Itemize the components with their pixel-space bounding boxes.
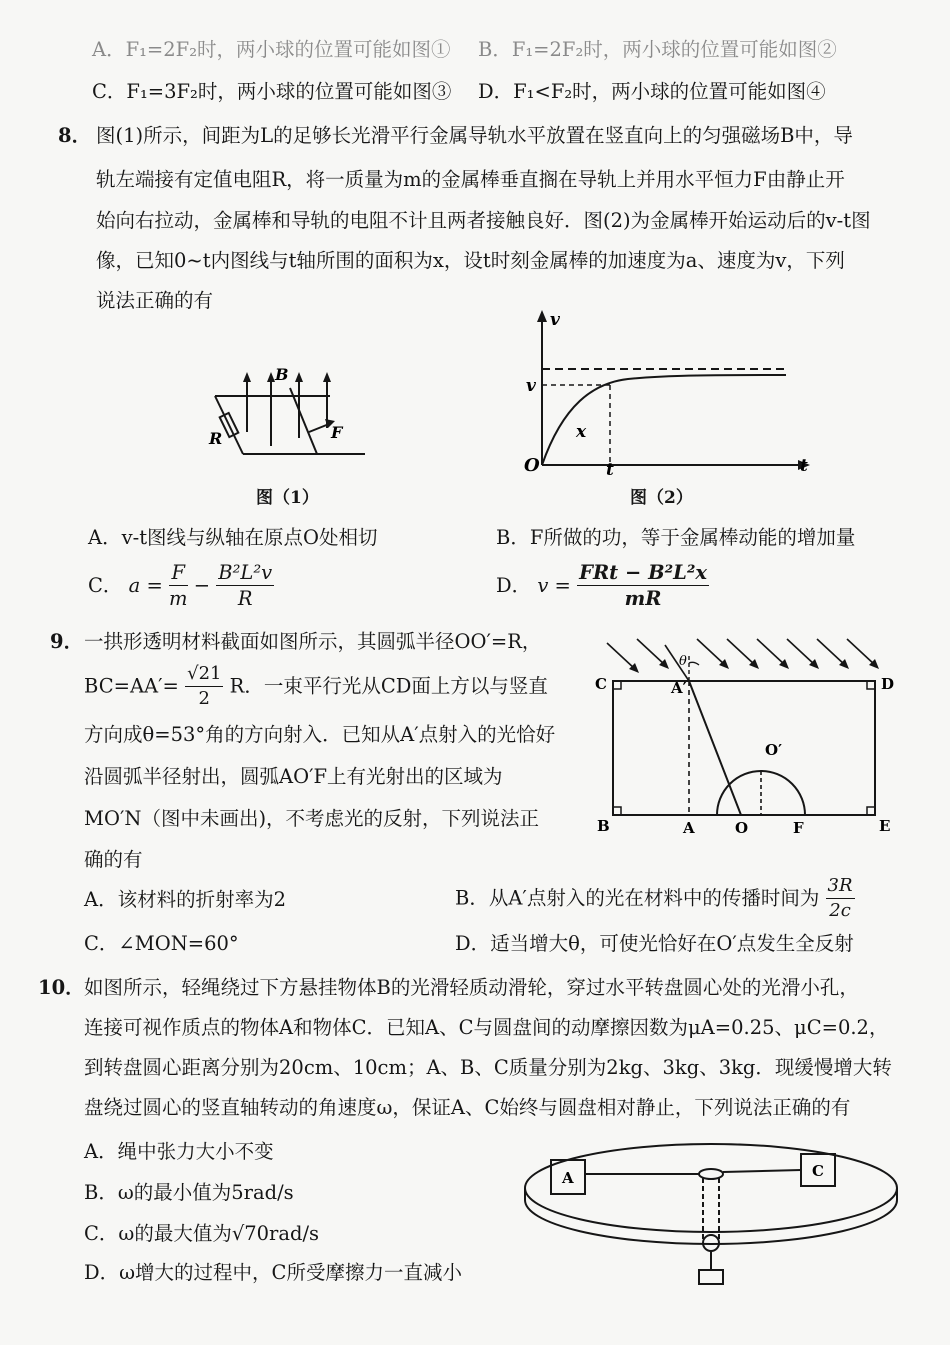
q9-line-2-post: R．一束平行光从CD面上方以与竖直 bbox=[229, 674, 548, 698]
q9-fig-ray-7 bbox=[787, 639, 815, 665]
q8-figure-1 bbox=[195, 358, 375, 468]
q8-option-a: A．v-t图线与纵轴在原点O处相切 bbox=[88, 526, 378, 549]
q9-fig-label-f: F bbox=[793, 819, 804, 837]
q10-fig-block-b bbox=[699, 1270, 723, 1284]
q9-fig-ray-9 bbox=[847, 639, 875, 665]
q9-fig-refracted-ray bbox=[689, 681, 741, 815]
q9-line-2 bbox=[84, 664, 548, 709]
q8-option-c-num-2: B²L²v bbox=[216, 562, 274, 586]
q9-fig-rectangle bbox=[613, 681, 875, 815]
q9-option-d: D．适当增大θ，可使光恰好在O′点发生全反射 bbox=[455, 932, 854, 955]
q9-option-b bbox=[455, 876, 855, 921]
q9-fig-corner-e bbox=[867, 807, 875, 815]
q8-fig1-arrowhead-3 bbox=[295, 372, 303, 382]
q8-fig1-arrowhead-4 bbox=[323, 372, 331, 382]
q8-line-3: 始向右拉动，金属棒和导轨的电阻不计且两者接触良好．图(2)为金属棒开始运动后的v-t图 bbox=[96, 209, 871, 232]
q8-option-c-prefix: C． bbox=[88, 574, 123, 598]
q8-number: 8． bbox=[58, 124, 92, 147]
prev-option-a: A．F₁=2F₂时，两小球的位置可能如图① bbox=[92, 38, 451, 61]
q10-option-a: A．绳中张力大小不变 bbox=[84, 1140, 274, 1163]
q9-line-6: 确的有 bbox=[84, 848, 143, 871]
q8-option-c-num-1: F bbox=[169, 562, 188, 586]
q8-fig2-label-x: x bbox=[576, 422, 587, 442]
q9-fig-corner-b bbox=[613, 807, 621, 815]
q8-option-d-den: mR bbox=[624, 587, 662, 611]
q9-option-b-den: 2c bbox=[829, 899, 851, 921]
q9-fig-ray-1 bbox=[607, 643, 635, 669]
q9-fig-ray-8 bbox=[817, 639, 845, 665]
q10-line-3: 到转盘圆心距离分别为20cm、10cm；A、B、C质量分别为2kg、3kg、3kg．现缓慢增大转 bbox=[84, 1056, 892, 1079]
q10-line-4: 盘绕过圆心的竖直轴转动的角速度ω，保证A、C始终与圆盘相对静止，下列说法正确的有 bbox=[84, 1096, 851, 1119]
q9-option-a: A．该材料的折射率为2 bbox=[84, 888, 286, 911]
q9-line-2-num: √21 bbox=[185, 664, 223, 687]
q9-fig-corner-d bbox=[867, 681, 875, 689]
q9-option-b-frac bbox=[826, 876, 855, 921]
q8-line-4: 像，已知0~t内图线与t轴所围的面积为x，设t时刻金属棒的加速度为a、速度为v，下列 bbox=[96, 249, 845, 272]
q10-number: 10． bbox=[38, 976, 85, 999]
q9-figure bbox=[585, 625, 910, 840]
q9-fig-corner-c bbox=[613, 681, 621, 689]
q8-figure-2-caption: 图（2） bbox=[630, 488, 693, 508]
q8-fig1-label-f: F bbox=[331, 423, 343, 442]
q8-option-c-lhs: a = bbox=[128, 574, 163, 598]
prev-option-d: D．F₁<F₂时，两小球的位置可能如图④ bbox=[478, 80, 826, 103]
q8-option-d-prefix: D． bbox=[496, 574, 532, 598]
q8-line-2: 轨左端接有定值电阻R，将一质量为m的金属棒垂直搁在导轨上并用水平恒力F由静止开 bbox=[96, 168, 845, 191]
q8-line-5: 说法正确的有 bbox=[96, 289, 214, 312]
q9-number: 9． bbox=[50, 630, 84, 653]
q8-option-b: B．F所做的功，等于金属棒动能的增加量 bbox=[496, 526, 856, 549]
q9-fig-ray-5 bbox=[727, 639, 755, 665]
q9-fig-label-theta: θ bbox=[679, 654, 687, 669]
q10-fig-label-a: A bbox=[562, 1169, 574, 1187]
q9-fig-label-a-prime: A′ bbox=[671, 679, 687, 697]
q10-line-1: 如图所示，轻绳绕过下方悬挂物体B的光滑轻质动滑轮，穿过水平转盘圆心处的光滑小孔， bbox=[84, 976, 859, 999]
q8-option-c-frac-2 bbox=[216, 562, 274, 610]
q8-fig1-metal-rod bbox=[290, 388, 317, 454]
q8-option-c bbox=[88, 562, 274, 610]
q9-option-b-text: B．从A′点射入的光在材料中的传播时间为 bbox=[455, 886, 820, 910]
q10-option-d: D．ω增大的过程中，C所受摩擦力一直减小 bbox=[84, 1261, 462, 1284]
q10-fig-hole bbox=[699, 1169, 723, 1179]
q8-fig2-label-t-axis: t bbox=[800, 456, 808, 476]
q9-line-1: 一拱形透明材料截面如图所示，其圆弧半径OO′=R， bbox=[84, 630, 542, 653]
q9-fig-theta-arc bbox=[689, 662, 699, 665]
q9-line-3: 方向成θ=53°角的方向射入．已知从A′点射入的光恰好 bbox=[84, 723, 556, 746]
q9-fig-label-c: C bbox=[595, 675, 607, 693]
q9-line-2-den: 2 bbox=[198, 687, 210, 709]
q8-fig1-arrowhead-1 bbox=[243, 372, 251, 382]
q8-option-d-num: FRt − B²L²x bbox=[577, 562, 709, 586]
q10-option-b: B．ω的最小值为5rad/s bbox=[84, 1181, 294, 1204]
q10-figure bbox=[515, 1140, 910, 1285]
q8-figure-1-caption: 图（1） bbox=[256, 488, 319, 508]
q8-fig2-curve bbox=[542, 375, 786, 465]
q8-figure-2 bbox=[518, 305, 818, 480]
q9-fig-label-d: D bbox=[881, 675, 895, 693]
q9-fig-label-b: B bbox=[597, 817, 610, 835]
q9-fig-label-e: E bbox=[879, 817, 891, 835]
q8-option-c-frac-1 bbox=[169, 562, 188, 610]
q8-fig2-label-v: v bbox=[526, 376, 536, 396]
q9-fig-ray-4 bbox=[697, 639, 725, 665]
q8-option-d-lhs: v = bbox=[537, 574, 571, 598]
q9-option-b-num: 3R bbox=[826, 876, 855, 899]
q8-option-c-den-2: R bbox=[237, 587, 253, 611]
q8-option-d-frac bbox=[577, 562, 709, 610]
q9-fig-label-o-prime: O′ bbox=[765, 741, 783, 759]
q9-option-c: C．∠MON=60° bbox=[84, 932, 239, 955]
q9-line-2-pre: BC=AA′= bbox=[84, 674, 179, 698]
q9-fig-ray-2 bbox=[637, 639, 665, 665]
q9-fig-label-o: O bbox=[735, 819, 749, 837]
q8-fig2-label-v-axis: v bbox=[550, 310, 560, 330]
prev-option-c: C．F₁=3F₂时，两小球的位置可能如图③ bbox=[92, 80, 452, 103]
q10-fig-disc-top bbox=[525, 1144, 897, 1232]
q8-fig1-label-r: R bbox=[209, 429, 223, 448]
q8-fig2-label-t: t bbox=[606, 460, 614, 480]
q8-option-d bbox=[496, 562, 709, 610]
q8-fig2-v-arrowhead bbox=[537, 310, 547, 322]
q8-option-c-den-1: m bbox=[169, 587, 188, 611]
q9-line-5: MO′N（图中未画出)，不考虑光的反射，下列说法正 bbox=[84, 807, 540, 830]
q10-fig-rope-c bbox=[723, 1170, 801, 1172]
q9-line-2-frac bbox=[185, 664, 223, 709]
q9-fig-label-a: A bbox=[683, 819, 695, 837]
q10-fig-label-c: C bbox=[812, 1162, 824, 1180]
prev-option-b: B．F₁=2F₂时，两小球的位置可能如图② bbox=[478, 38, 837, 61]
q9-line-4: 沿圆弧半径射出，圆弧AO′F上有光射出的区域为 bbox=[84, 765, 503, 788]
q8-fig2-label-o: O bbox=[524, 455, 540, 476]
q10-line-2: 连接可视作质点的物体A和物体C．已知A、C与圆盘间的动摩擦因数为μA=0.25、μC=0.2， bbox=[84, 1016, 889, 1039]
q8-fig1-arrowhead-2 bbox=[267, 372, 275, 382]
q8-fig1-label-b: B bbox=[275, 365, 289, 384]
q10-option-c: C．ω的最大值为√70rad/s bbox=[84, 1222, 320, 1245]
q9-fig-ray-6 bbox=[757, 639, 785, 665]
q8-line-1: 图(1)所示，间距为L的足够长光滑平行金属导轨水平放置在竖直向上的匀强磁场B中，导 bbox=[96, 124, 853, 147]
q8-option-c-minus: − bbox=[193, 574, 211, 598]
